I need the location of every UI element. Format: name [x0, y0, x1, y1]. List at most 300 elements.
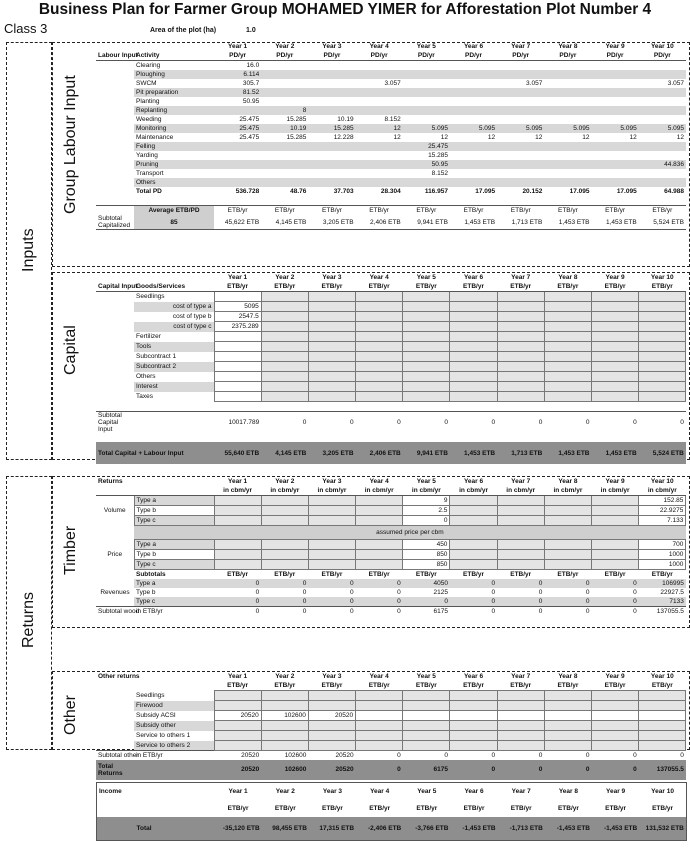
table-row — [96, 51, 686, 61]
table-row — [96, 731, 686, 741]
total-label: Total Returns — [96, 760, 134, 780]
subtotal-value: 1,713 ETB — [497, 215, 544, 230]
unit-header: ETB/yr — [274, 570, 296, 578]
labour-value — [592, 106, 639, 115]
capital-value: 5095 — [214, 302, 261, 312]
labour-value — [356, 70, 403, 79]
unit-header: ETB/yr — [510, 681, 532, 689]
labour-value — [450, 70, 497, 79]
revenue-value: 0 — [403, 597, 450, 607]
capital-empty-cell — [356, 392, 403, 402]
unit-header: ETB/yr — [356, 282, 403, 292]
labour-value — [544, 79, 591, 88]
volume-value: 0 — [403, 516, 450, 526]
volume-value — [592, 506, 639, 516]
capital-empty-cell — [450, 302, 497, 312]
table-row — [96, 88, 686, 97]
unit-header: ETB/yr — [308, 206, 355, 216]
other-value — [592, 721, 639, 731]
total-value: 0 — [544, 760, 591, 780]
subtotal-value: 5,524 ETB — [639, 215, 686, 230]
spacer — [96, 332, 134, 342]
labour-value — [356, 142, 403, 151]
spacer — [96, 362, 134, 372]
price-value: 850 — [403, 550, 450, 560]
price-value — [214, 560, 261, 570]
price-value — [497, 560, 544, 570]
other-value — [261, 741, 308, 751]
labour-value: 15.285 — [286, 115, 307, 123]
spacer — [96, 701, 134, 711]
table-row — [96, 178, 686, 187]
labour-value: 5.095 — [497, 124, 544, 133]
labour-value — [450, 178, 497, 187]
subtotal-value: 0 — [450, 412, 497, 434]
revenue-value: 0 — [214, 597, 261, 607]
spacer — [96, 731, 134, 741]
table-row — [96, 352, 686, 362]
capital-empty-cell — [450, 292, 497, 302]
capital-empty-cell — [403, 312, 450, 322]
labour-value — [356, 178, 403, 187]
volume-value — [497, 516, 544, 526]
labour-value — [639, 115, 686, 124]
price-value — [261, 550, 308, 560]
capital-value — [214, 362, 261, 372]
spacer — [97, 817, 135, 841]
capital-empty-cell — [639, 392, 686, 402]
labour-value: 536.728 — [235, 187, 260, 195]
capital-empty-cell — [308, 312, 355, 322]
other-value — [403, 701, 450, 711]
labour-value: 81.52 — [214, 88, 261, 97]
other-value — [639, 701, 686, 711]
unit-header: ETB/yr — [639, 282, 686, 292]
other-value — [308, 721, 355, 731]
year-header: Year 7 — [511, 788, 531, 796]
other-value — [403, 721, 450, 731]
year-header: Year 2 — [275, 477, 295, 485]
labour-value — [544, 97, 591, 106]
revenues-group-label: Revenues — [100, 588, 130, 596]
table-row — [96, 560, 686, 570]
unit-header: ETB/yr — [274, 681, 296, 689]
volume-value — [356, 506, 403, 516]
labour-value — [544, 151, 591, 160]
labour-value: 25.475 — [239, 133, 260, 141]
labour-value — [592, 115, 639, 124]
other-value — [450, 721, 497, 731]
spacer — [96, 151, 134, 160]
labour-value — [497, 97, 544, 106]
table-row — [96, 106, 686, 115]
labour-value — [308, 142, 355, 151]
labour-value: 305.7 — [242, 79, 260, 87]
capital-empty-cell — [592, 302, 639, 312]
table-row — [96, 751, 686, 761]
unit-header: PD/yr — [403, 51, 450, 61]
spacer — [96, 392, 134, 402]
year-header: Year 1 — [228, 42, 248, 50]
unit-header: ETB/yr — [604, 570, 626, 578]
unit-header: in cbm/yr — [592, 486, 639, 496]
year-header: Year 9 — [605, 672, 625, 680]
year-header: Year 10 — [650, 672, 674, 680]
labour-value — [308, 88, 355, 97]
volume-group-label — [96, 496, 134, 506]
spacer — [134, 486, 214, 496]
labour-value: 17.095 — [475, 187, 496, 195]
revenue-value: 0 — [450, 579, 497, 588]
unit-header: ETB/yr — [403, 282, 450, 292]
revenue-value: 7133 — [639, 597, 686, 607]
capital-empty-cell — [261, 332, 308, 342]
unit-header: ETB/yr — [403, 206, 450, 216]
spacer — [96, 433, 686, 442]
labour-value — [544, 142, 591, 151]
spacer — [134, 477, 214, 486]
year-header: Year 5 — [416, 42, 436, 50]
capital-empty-cell — [261, 352, 308, 362]
other-value — [450, 731, 497, 741]
table-row — [96, 115, 686, 124]
year-header: Year 7 — [511, 672, 531, 680]
labour-value — [592, 160, 639, 169]
capital-empty-cell — [356, 362, 403, 372]
year-header: Year 10 — [650, 273, 674, 281]
capital-empty-cell — [308, 322, 355, 332]
capital-empty-cell — [308, 342, 355, 352]
year-header: Year 4 — [369, 273, 389, 281]
capital-empty-cell — [261, 312, 308, 322]
year-header: Year 2 — [275, 273, 295, 281]
goods-label: Seedlings — [134, 292, 214, 302]
labour-value — [544, 169, 591, 178]
revenue-value: 0 — [308, 597, 355, 607]
goods-label: Subcontract 2 — [134, 362, 214, 372]
capital-empty-cell — [592, 322, 639, 332]
labour-value: 12 — [487, 133, 496, 141]
spacer — [96, 169, 134, 178]
spacer — [96, 681, 134, 691]
labour-value: 15.285 — [308, 124, 355, 133]
goods-label: Fertilizer — [134, 332, 214, 342]
labour-value: 5.095 — [450, 124, 497, 133]
year-header: Year 1 — [228, 788, 248, 796]
labour-value — [497, 106, 544, 115]
capital-empty-cell — [544, 362, 591, 372]
labour-value — [261, 169, 308, 178]
unit-header: ETB/yr — [463, 804, 485, 812]
capital-empty-cell — [308, 352, 355, 362]
year-header: Year 3 — [322, 273, 342, 281]
column-header: Goods/Services — [134, 282, 214, 292]
table-row — [96, 42, 686, 51]
capital-empty-cell — [403, 322, 450, 332]
labour-value — [639, 88, 686, 97]
capital-empty-cell — [639, 312, 686, 322]
labour-value — [261, 79, 308, 88]
capital-value — [214, 392, 261, 402]
labour-value: 25.475 — [239, 115, 260, 123]
other-value — [261, 691, 308, 701]
table-row — [96, 160, 686, 169]
volume-value — [450, 496, 497, 506]
table-row — [96, 273, 686, 282]
other-value — [544, 721, 591, 731]
other-label: Other — [62, 695, 79, 736]
total-value: 9,941 ETB — [403, 442, 450, 464]
other-value — [639, 741, 686, 751]
year-header: Year 6 — [463, 273, 484, 281]
activity-label: Total PD — [136, 187, 162, 195]
year-header: Year 4 — [369, 477, 389, 485]
volume-value — [356, 516, 403, 526]
other-value — [544, 731, 591, 741]
labour-value — [450, 115, 497, 124]
labour-value — [308, 61, 355, 71]
returns-label: Returns — [20, 591, 37, 649]
capital-label: Capital — [62, 325, 79, 375]
capital-empty-cell — [261, 342, 308, 352]
other-value — [214, 701, 261, 711]
volume-value — [592, 496, 639, 506]
capital-empty-cell — [497, 292, 544, 302]
unit-header: in cbm/yr — [450, 486, 497, 496]
year-header: Year 8 — [558, 477, 578, 485]
capital-empty-cell — [592, 352, 639, 362]
labour-value: 12 — [676, 133, 684, 141]
total-value: 0 — [592, 760, 639, 780]
capital-value — [214, 372, 261, 382]
spacer — [96, 711, 134, 721]
labour-value: 10.19 — [261, 124, 308, 133]
capital-empty-cell — [450, 382, 497, 392]
activity-label: Monitoring — [134, 124, 214, 133]
capital-empty-cell — [639, 362, 686, 372]
year-header: Year 3 — [322, 42, 342, 50]
capital-empty-cell — [403, 342, 450, 352]
unit-header: ETB/yr — [415, 570, 437, 578]
revenue-value: 0 — [585, 588, 590, 596]
price-value: 450 — [403, 540, 450, 550]
activity-label: Yarding — [136, 151, 158, 159]
other-value — [497, 721, 544, 731]
other-value — [261, 701, 308, 711]
unit-header: ETB/yr — [605, 804, 627, 812]
unit-header: ETB/yr — [544, 206, 591, 216]
labour-value — [592, 178, 639, 187]
volume-value: 2.5 — [403, 506, 450, 516]
labour-value — [497, 88, 544, 97]
spacer — [96, 70, 134, 79]
table-row — [96, 711, 686, 721]
labour-value: 5.095 — [544, 124, 591, 133]
labour-value: 8 — [261, 106, 308, 115]
price-value — [497, 540, 544, 550]
labour-value: 48.76 — [290, 187, 307, 195]
table-row — [96, 312, 686, 322]
capital-empty-cell — [544, 382, 591, 392]
type-label: Type a — [134, 496, 214, 506]
capital-empty-cell — [497, 372, 544, 382]
inputs-label: Inputs — [20, 228, 37, 272]
labour-value — [308, 106, 355, 115]
year-header: Year 6 — [464, 788, 484, 796]
income-value: -1,453 ETB — [450, 817, 497, 841]
revenue-value: 0 — [214, 579, 261, 588]
labour-value — [356, 160, 403, 169]
labour-value — [308, 178, 355, 187]
capital-empty-cell — [592, 312, 639, 322]
capital-empty-cell — [308, 382, 355, 392]
subtotal-value: 6175 — [403, 607, 450, 617]
capital-empty-cell — [261, 322, 308, 332]
labour-value — [497, 151, 544, 160]
capital-empty-cell — [356, 302, 403, 312]
price-value — [214, 540, 261, 550]
labour-value: 3.057 — [526, 79, 543, 87]
type-label: Type c — [134, 516, 214, 526]
activity-label: Maintenance — [136, 133, 174, 141]
price-group-label — [96, 540, 134, 550]
capital-empty-cell — [450, 312, 497, 322]
labour-value — [261, 151, 308, 160]
unit-header: in cbm/yr — [261, 486, 308, 496]
labour-value — [497, 70, 544, 79]
subtotal-value: 137055.5 — [639, 607, 686, 617]
subtotal-value: 0 — [356, 412, 403, 434]
year-header: Year 5 — [416, 672, 436, 680]
labour-value: 20.152 — [522, 187, 543, 195]
labour-value: 28.304 — [380, 187, 401, 195]
other-label: Service to others 1 — [134, 731, 214, 741]
unit-header: PD/yr — [356, 51, 403, 61]
subtotal-value: 10017.789 — [214, 412, 261, 434]
other-label: Service to others 2 — [134, 741, 214, 751]
labour-value — [308, 70, 355, 79]
capital-empty-cell — [261, 292, 308, 302]
capital-value — [214, 382, 261, 392]
subtotal-value: 0 — [356, 607, 403, 617]
unit-header: PD/yr — [592, 51, 639, 61]
section-title: Income — [99, 788, 122, 796]
other-value — [214, 721, 261, 731]
revenue-value: 0 — [349, 588, 354, 596]
unit-header: ETB/yr — [214, 206, 261, 216]
spacer — [134, 273, 214, 282]
other-value — [356, 741, 403, 751]
capital-empty-cell — [308, 372, 355, 382]
capital-empty-cell — [592, 392, 639, 402]
table-row — [97, 783, 687, 801]
labour-value — [308, 97, 355, 106]
capital-empty-cell — [403, 362, 450, 372]
revenue-value: 2125 — [433, 588, 448, 596]
labour-value — [403, 115, 450, 124]
capital-empty-cell — [450, 392, 497, 402]
area-value: 1.0 — [246, 27, 256, 34]
labour-value — [214, 160, 261, 169]
table-row — [96, 79, 686, 88]
other-value — [450, 691, 497, 701]
capital-empty-cell — [639, 352, 686, 362]
capital-empty-cell — [544, 372, 591, 382]
unit-header: ETB/yr — [227, 804, 249, 812]
spacer — [96, 178, 134, 187]
labour-value: 5.095 — [592, 124, 639, 133]
other-value — [639, 721, 686, 731]
capital-empty-cell — [544, 392, 591, 402]
labour-value — [592, 142, 639, 151]
total-value: 0 — [450, 760, 497, 780]
spacer — [96, 97, 134, 106]
other-value — [497, 711, 544, 721]
labour-value: 5.095 — [639, 124, 686, 133]
labour-input-table — [96, 42, 686, 230]
labour-value — [356, 151, 403, 160]
subtotal-value: 3,205 ETB — [308, 215, 355, 230]
capital-empty-cell — [592, 292, 639, 302]
spacer — [96, 115, 134, 124]
unit-header: ETB/yr — [592, 282, 639, 292]
spacer — [134, 42, 214, 51]
revenue-value: 0 — [592, 597, 639, 607]
year-header: Year 4 — [369, 42, 389, 50]
table-row — [96, 362, 686, 372]
volume-value: 9 — [403, 496, 450, 506]
spacer — [96, 88, 134, 97]
labour-value — [544, 178, 591, 187]
spacer — [96, 187, 134, 196]
activity-label: Felling — [134, 142, 214, 151]
table-row — [96, 151, 686, 160]
subtotal-value: 0 — [261, 607, 308, 617]
volume-value — [450, 516, 497, 526]
unit-header: ETB/yr — [416, 804, 438, 812]
total-value: 4,145 ETB — [261, 442, 308, 464]
capital-empty-cell — [308, 302, 355, 312]
labour-value: 15.285 — [286, 133, 307, 141]
unit-header: ETB/yr — [639, 206, 686, 216]
labour-value: 37.703 — [333, 187, 354, 195]
other-label: Subsidy other — [134, 721, 214, 731]
spacer — [96, 322, 134, 332]
price-value — [308, 560, 355, 570]
year-header: Year 10 — [650, 42, 674, 50]
other-value — [403, 731, 450, 741]
subtotal-value: 102600 — [261, 751, 308, 761]
price-value — [261, 560, 308, 570]
labour-value — [497, 142, 544, 151]
goods-label: Others — [134, 372, 214, 382]
labour-value — [450, 160, 497, 169]
unit-header: ETB/yr — [261, 206, 308, 216]
unit-header: ETB/yr — [651, 570, 673, 578]
capital-input-table — [96, 273, 686, 464]
subtotal-value: 0 — [544, 607, 591, 617]
unit-header: ETB/yr — [415, 681, 437, 689]
spacer — [135, 801, 215, 817]
income-value: -1,453 ETB — [592, 817, 639, 841]
spacer — [96, 741, 134, 751]
volume-value — [544, 496, 591, 506]
type-label: Type b — [134, 506, 214, 516]
labour-value — [261, 178, 308, 187]
income-value: 17,315 ETB — [309, 817, 356, 841]
spacer — [96, 691, 134, 701]
spacer — [97, 801, 135, 817]
